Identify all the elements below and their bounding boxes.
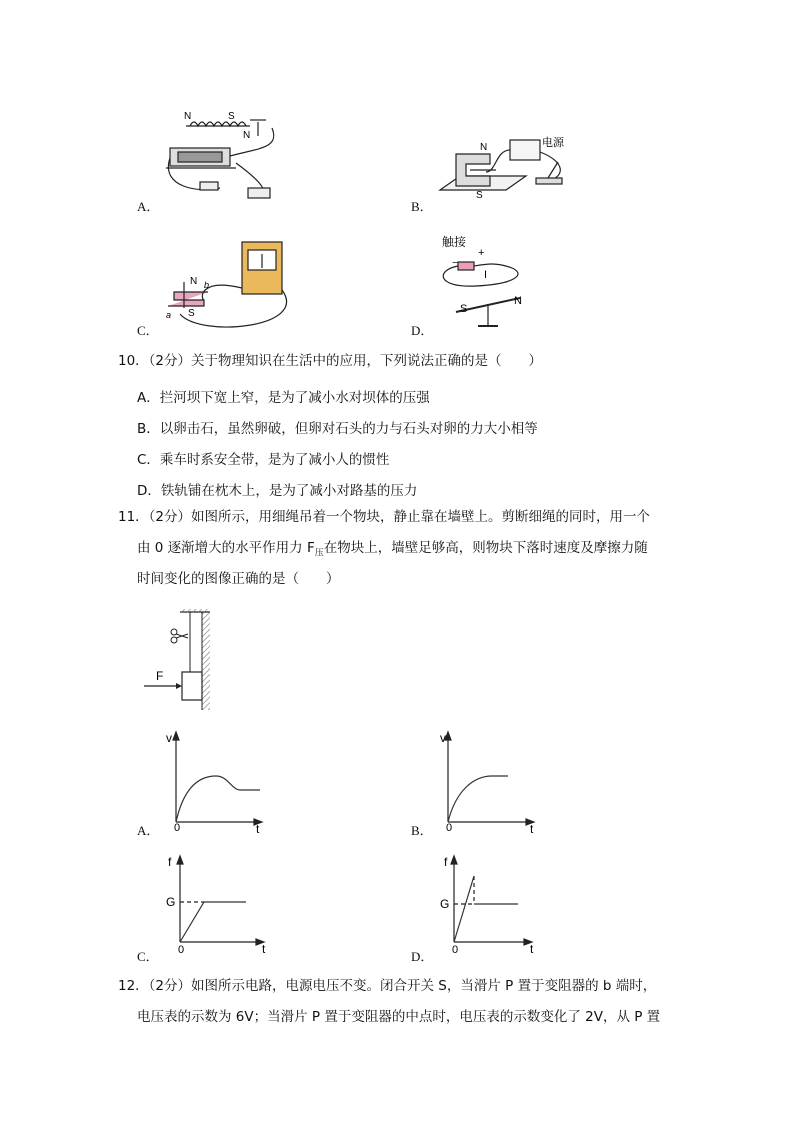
- q11-wall-block-figure: [140, 608, 220, 712]
- q11b-ylabel: v: [440, 731, 446, 745]
- q9d-s-label: S: [460, 303, 468, 315]
- q11-graph-d: [434, 850, 546, 958]
- q9c-s-label: S: [188, 308, 195, 319]
- q11-stem-line2: [137, 542, 648, 559]
- q11-stem-line2-a: 由 0 逐渐增大的水平作用力 F: [137, 540, 315, 556]
- q9d-n-label: N: [514, 295, 522, 307]
- q11d-origin: 0: [452, 944, 459, 956]
- scissors-icon: [171, 629, 188, 643]
- q10-choice-b: B．以卵击石，虽然卵破，但卵对石头的力与石头对卵的力大小相等: [137, 421, 538, 437]
- q11-graph-b: [434, 726, 544, 834]
- q11c-ylabel: f: [168, 855, 172, 869]
- q9-option-c-label: C．: [137, 323, 159, 338]
- q10-choice-d: D．铁轨铺在枕木上，是为了减小对路基的压力: [137, 483, 418, 499]
- q11-force-subscript: 压: [314, 548, 324, 559]
- q11c-origin: 0: [178, 944, 185, 956]
- q12-stem-line1: 12．（2分）如图所示电路，电源电压不变。闭合开关 S，当滑片 P 置于变阻器的 b 端时，: [118, 978, 657, 994]
- q11-graph-b-option: B．: [411, 823, 433, 838]
- q11-stem-line2-b: 在物块上，墙壁足够高，则物块下落时速度及摩擦力随: [323, 540, 648, 556]
- q11a-ylabel: v: [166, 731, 172, 745]
- q11-force-label: F: [156, 669, 164, 683]
- q11-graph-c-option: C．: [137, 949, 159, 964]
- q9d-touch-label: 触接: [442, 235, 467, 249]
- q9b-n-label: N: [480, 142, 488, 153]
- q11a-xlabel: t: [256, 822, 260, 834]
- q9-figure-d: [436, 228, 546, 332]
- q9-figure-c: [160, 238, 290, 334]
- q11c-xlabel: t: [262, 942, 266, 956]
- q9-figure-b: [436, 132, 586, 210]
- q11-graph-a-option: A．: [137, 823, 160, 838]
- q11a-origin: 0: [174, 822, 181, 834]
- q9b-power-label: 电源: [542, 137, 564, 149]
- q11d-ylabel: f: [444, 855, 448, 869]
- q12-stem-line2: 电压表的示数为 6V；当滑片 P 置于变阻器的中点时，电压表的示数变化了 2V，从 P 置: [137, 1009, 661, 1025]
- q10-choice-c: C．乘车时系安全带，是为了减小人的惯性: [137, 452, 390, 468]
- q11d-level-g: G: [440, 897, 450, 911]
- q9-option-a-label: A．: [137, 199, 160, 214]
- q9a-coil-n-label: N: [184, 111, 192, 122]
- q10-stem: 10．（2分）关于物理知识在生活中的应用，下列说法正确的是（ ）: [118, 353, 543, 369]
- q9-option-d-label: D．: [411, 323, 434, 338]
- q10-choice-a: A．拦河坝下宽上窄，是为了减小水对坝体的压强: [137, 390, 430, 406]
- q11d-xlabel: t: [530, 942, 534, 956]
- q9d-current-label: I: [484, 269, 488, 281]
- q11-graph-a: [160, 726, 270, 834]
- q9a-coil-s-label: S: [228, 111, 235, 122]
- q11b-origin: 0: [446, 822, 453, 834]
- q9-option-b-label: B．: [411, 199, 433, 214]
- q11-stem-line3: 时间变化的图像正确的是（ ）: [137, 571, 340, 587]
- q9d-minus-label: −: [452, 258, 458, 269]
- q9c-a-label: a: [166, 310, 172, 320]
- q11-graph-d-option: D．: [411, 949, 434, 964]
- q9c-n-label: N: [190, 276, 198, 287]
- q11-stem-line1: 11．（2分）如图所示，用细绳吊着一个物块，静止靠在墙壁上。剪断细绳的同时，用一个: [118, 509, 651, 525]
- q9b-s-label: S: [476, 190, 483, 201]
- q9d-plus-label: +: [478, 247, 485, 259]
- q9-figure-a: [160, 108, 300, 208]
- q11b-xlabel: t: [530, 822, 534, 834]
- q11c-level-g: G: [166, 895, 176, 909]
- q9c-b-label: b: [204, 280, 210, 290]
- q9a-needle-n-label: N: [243, 130, 251, 141]
- q11-graph-c: [160, 850, 272, 958]
